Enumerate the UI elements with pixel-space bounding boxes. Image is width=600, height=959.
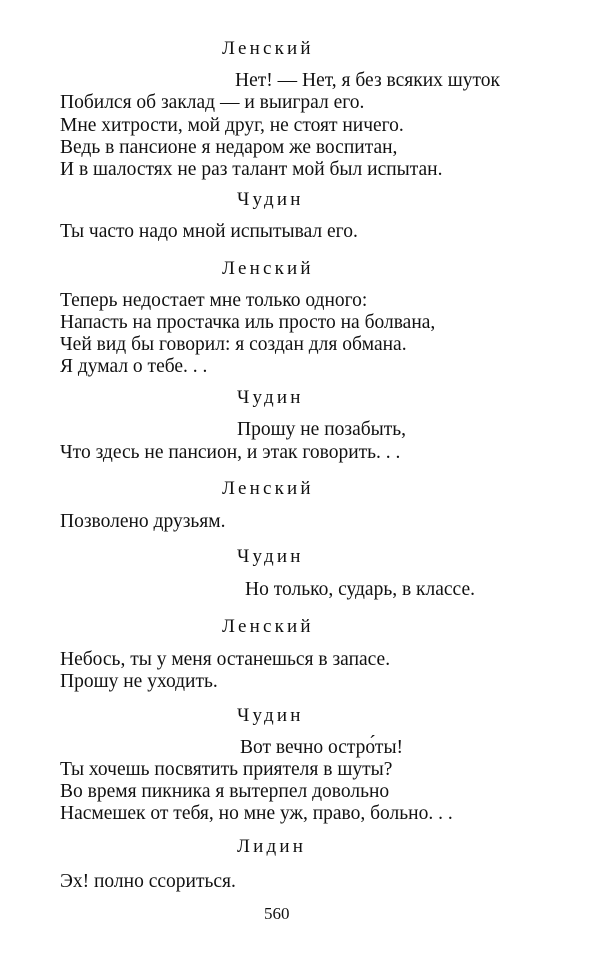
verse-line: Небось, ты у меня останешься в запасе. — [60, 649, 391, 670]
verse-line: Ты часто надо мной испытывал его. — [60, 221, 358, 242]
verse-line: Насмешек от тебя, но мне уж, право, больно. . . — [60, 803, 453, 824]
speaker-name: Чудин — [237, 189, 304, 210]
speaker-name: Чудин — [237, 546, 304, 567]
verse-line: Мне хитрости, мой друг, не стоят ничего. — [60, 115, 404, 136]
verse-line: Побился об заклад — и выиграл его. — [60, 92, 365, 113]
verse-line: Напасть на простачка иль просто на болвана, — [60, 312, 436, 333]
verse-line: Теперь недостает мне только одного: — [60, 290, 368, 311]
verse-line: Позволено друзьям. — [60, 511, 226, 532]
verse-line: И в шалостях не раз талант мой был испытан. — [60, 159, 443, 180]
verse-line: Что здесь не пансион, и этак говорить. . . — [60, 442, 401, 463]
speaker-name: Лидин — [237, 836, 307, 857]
speaker-name: Ленский — [222, 478, 314, 499]
speaker-name: Чудин — [237, 387, 304, 408]
verse-line: Ведь в пансионе я недаром же воспитан, — [60, 137, 398, 158]
verse-line: Чей вид бы говорил: я создан для обмана. — [60, 334, 407, 355]
speaker-name: Ленский — [222, 38, 314, 59]
speaker-name: Ленский — [222, 258, 314, 279]
verse-line: Ты хочешь посвятить приятеля в шуты? — [60, 759, 393, 780]
verse-line: Вот вечно остро́ты! — [240, 737, 404, 758]
verse-line: Прошу не уходить. — [60, 671, 218, 692]
verse-line: Нет! — Нет, я без всяких шуток — [235, 70, 501, 91]
verse-line: Но только, сударь, в классе. — [245, 579, 475, 600]
speaker-name: Ленский — [222, 616, 314, 637]
verse-line: Во время пикника я вытерпел довольно — [60, 781, 390, 802]
verse-line: Эх! полно ссориться. — [60, 871, 236, 892]
verse-line: Прошу не позабыть, — [237, 419, 407, 440]
verse-line: Я думал о тебе. . . — [60, 356, 208, 377]
speaker-name: Чудин — [237, 705, 304, 726]
page-number: 560 — [264, 904, 290, 923]
